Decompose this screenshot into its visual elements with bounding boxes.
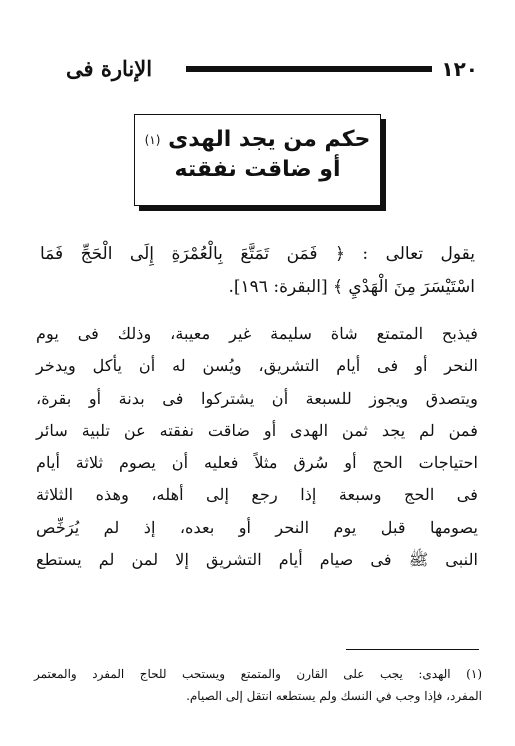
body-paragraph [36,318,478,576]
header-rule [186,66,432,72]
body-line: ويتصدق ويجوز للسبعة أن يشتركوا فى بدنة أو بقرة، [36,388,478,408]
body-line: احتياجات الحج أو سُرق مثلاً فعليه أن يصوم ثلاثة أيام [36,453,478,473]
verse-line: اسْتَيْسَرَ مِنَ الْهَدْيِ ﴾ [البقرة: ١٩٦]. [228,277,475,297]
body-line: النحر أو فى أيام التشريق، ويُسن له أن يأكل ويدخر [36,356,478,376]
footnote-separator [346,649,479,650]
footnote-reference: (١) [144,133,161,147]
chapter-title-line-2: أو ضاقت نفقته [174,157,341,182]
body-line: فمن لم يجد ثمن الهدى أو ضاقت نفقته عن تلبية سائر [36,420,478,440]
body-line: يصومها قبل يوم النحر أو بعده، إذ لم يُرَخِّص [36,517,478,537]
verse-line: يقول تعالى : ﴿ فَمَن تَمَتَّعَ بِالْعُمْرَةِ إِلَى الْحَجِّ فَمَا [40,244,475,264]
footnote-line: (١) الهدى: يجب على القارن والمتمتع ويستحب للحاج المفرد والمعتمر [34,667,482,681]
page-number: ١٢٠ [441,57,478,81]
chapter-title-box [134,114,381,206]
footnotes [34,663,482,707]
page-header [66,54,478,84]
running-title: الإنارة فى [66,56,153,81]
body-line: فيذبح المتمتع شاة سليمة غير معيبة، وذلك فى يوم [36,324,478,343]
body-line: فى الحج وسبعة إذا رجع إلى أهله، وهذه الثلاثة [36,485,478,505]
quran-verse [40,238,475,304]
footnote-line: المفرد، فإذا وجب في النسك ولم يستطعه انتقل إلى الصيام. [186,689,482,703]
chapter-title-line-1 [135,125,380,155]
body-line: النبى ﷺ فى صيام أيام التشريق إلا لمن لم يستطع [36,550,478,570]
chapter-title-text: حكم من يجد الهدى [168,127,371,152]
